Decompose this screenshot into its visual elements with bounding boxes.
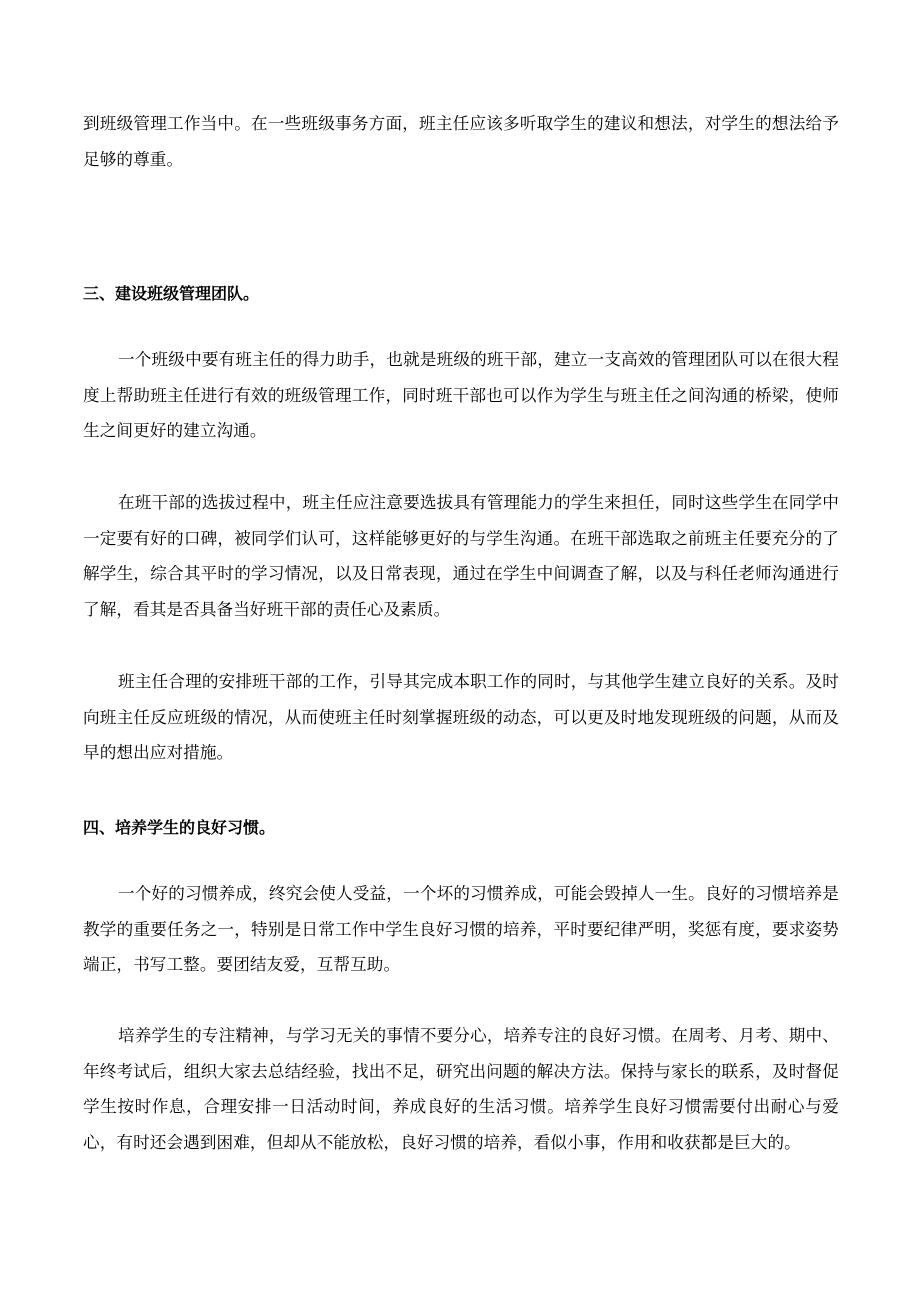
section-heading-4: 四、培养学生的良好习惯。	[83, 818, 276, 837]
paragraph-management-team: 一个班级中要有班主任的得力助手，也就是班级的班干部，建立一支高效的管理团队可以在很大程度上帮助班主任进行有效的班级管理工作，同时班干部也可以作为学生与班主任之间沟通的桥梁，使师生之间更好的建立沟通。	[83, 350, 839, 441]
section-heading-3: 三、建设班级管理团队。	[83, 284, 260, 303]
paragraph-focus-spirit: 培养学生的专注精神，与学习无关的事情不要分心，培养专注的良好习惯。在周考、月考、期中、年终考试后，组织大家去总结经验，找出不足，研究出问题的解决方法。保持与家长的联系，及时督促学生按时作息，合理安排一日活动时间，养成良好的生活习惯。培养学生良好习惯需要付出耐心与爱心，有时还会遇到困难，但却从不能放松，良好习惯的培养，看似小事，作用和收获都是巨大的。	[83, 1026, 839, 1152]
paragraph-cadre-arrangement: 班主任合理的安排班干部的工作，引导其完成本职工作的同时，与其他学生建立良好的关系。及时向班主任反应班级的情况，从而使班主任时刻掌握班级的动态，可以更及时地发现班级的问题，从而及早的想出应对措施。	[83, 672, 839, 763]
paragraph-cadre-selection: 在班干部的选拔过程中，班主任应注意要选拔具有管理能力的学生来担任，同时这些学生在同学中一定要有好的口碑，被同学们认可，这样能够更好的与学生沟通。在班干部选取之前班主任要充分的了解学生，综合其平时的学习情况，以及日常表现，通过在学生中间调查了解，以及与科任老师沟通进行了解，看其是否具备当好班干部的责任心及素质。	[83, 493, 839, 619]
paragraph-good-habits: 一个好的习惯养成，终究会使人受益，一个坏的习惯养成，可能会毁掉人一生。良好的习惯培养是教学的重要任务之一，特别是日常工作中学生良好习惯的培养，平时要纪律严明，奖惩有度，要求姿势端正，书写工整。要团结友爱，互帮互助。	[83, 884, 839, 975]
paragraph-continuation: 到班级管理工作当中。在一些班级事务方面，班主任应该多听取学生的建议和想法，对学生的想法给予足够的尊重。	[83, 114, 839, 169]
